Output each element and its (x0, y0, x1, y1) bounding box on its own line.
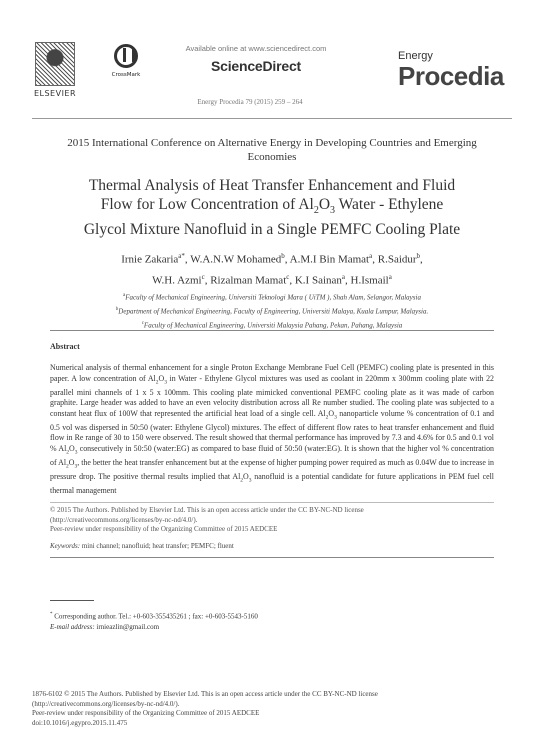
corresponding-author-footnote (50, 610, 494, 632)
crossmark-badge[interactable] (108, 44, 144, 84)
email-link[interactable]: irnieazlin@gmail.com (94, 622, 160, 631)
author-list (60, 248, 484, 289)
author-name: W.H. Azmi (152, 274, 202, 287)
elsevier-tree-icon (35, 42, 75, 86)
author-name: K.I Sainan (294, 274, 342, 287)
keywords-text: mini channel; nanofluid; heat transfer; PEMFC; fluent (80, 542, 234, 550)
affiliation-a: $^a$Faculty of Mechanical Engineering, Universiti Teknologi Mara ( UiTM ), Shah Alam, Selangor, Malaysia (123, 293, 421, 302)
sciencedirect-logo: ScienceDirect (210, 58, 301, 74)
affiliations (40, 290, 504, 331)
header-divider (32, 118, 512, 119)
paper-title (40, 176, 504, 239)
issn-copyright-line: 1876-6102 © 2015 The Authors. Published by Elsevier Ltd. This is an open access article under the CC BY-NC-ND license (32, 690, 378, 698)
energy-procedia-logo (398, 50, 516, 92)
title-line-2: Flow for Low Concentration of $Al_2O_3$ Water - Ethylene (100, 196, 444, 217)
license-link[interactable]: (http://creativecommons.org/licenses/by-nc-nd/4.0/). (50, 515, 198, 524)
bottom-peer-review-note: Peer-review under responsibility of the Organizing Committee of 2015 AEDCEE (32, 709, 260, 718)
bottom-publication-info (32, 690, 512, 728)
procedia-small-text: Energy (398, 50, 433, 62)
abstract-heading: Abstract (50, 342, 80, 351)
title-line-3: Glycol Mixture Nanofluid in a Single PEMFC Cooling Plate (83, 221, 461, 239)
author-name: R.Saidur (377, 253, 417, 266)
crossmark-icon (114, 44, 138, 68)
abstract-top-divider (50, 330, 494, 331)
available-online-text[interactable]: Available online at www.sciencedirect.com (185, 44, 327, 53)
bottom-license-link[interactable]: (http://creativecommons.org/licenses/by-nc-nd/4.0/). (32, 699, 180, 708)
affiliation-b: $^b$Department of Mechanical Engineering, Faculty of Engineering, Universiti Malaya, Kuala Lumpur, Malaysia. (115, 306, 429, 316)
title-line-1: Thermal Analysis of Heat Transfer Enhancement and Fluid (88, 177, 456, 194)
footnote-divider (50, 600, 94, 601)
copyright-divider (50, 502, 494, 503)
authors-line-1: Irnie Zakaria$^{a*}$, W.A.N.W Mohamed$^b$, A.M.I Bin Mamat$^a$, R.Saidur$^b$, (121, 252, 423, 266)
procedia-big-text: Procedia (398, 61, 504, 91)
author-name: H.Ismail (350, 274, 389, 287)
affiliation-c: $^c$Faculty of Mechanical Engineering, Universiti Malaysia Pahang, Pekan, Pahang, Malaysia (141, 320, 403, 329)
author-name: W.A.N.W Mohamed (190, 253, 282, 266)
abstract-body: Numerical analysis of thermal enhancement for a single Proton Exchange Membrane Fuel Cell (PEMFC) cooling plate is presented in this paper. A low concentration of $Al_2O_3$ in Water - Ethylene Glycol mixtures was used as coolant in 220mm x 300mm cooling plate with 22 parallel mini channels of 1 x 5 x 100mm. This cooling plate mimicked conventional PEMFC cooling plate as it was made of carbon graphite. Large header was added to have an even velocity distribution across all Re number studied. The cooling plate was subjected to a constant heat flux of 100W that represented the artificial heat load of a single cell. $Al_2O_3$ nanoparticle volume % concentration of 0.1 and 0.5 vol was dispersed in 50:50 (water: Ethylene Glycol) mixtures. The effect of different flow rates to heat transfer enhancement and fluid flow in Re range of 30 to 150 were observed. The result showed that thermal performance has improved by 7.3 and 4.6% for 0.5 and 0.1 vol % $Al_2O_3$ consecutively in 50:50 (water:EG) as compared to base fluid of 50:50 (water:EG). It is shown that the higher vol % concentration of $Al_2O_3$, the better the heat transfer enhancement but at the expense of higher pumping power required as much as 0.04W due to increase in pressure drop. The positive thermal results implied that $Al_2O_3$ nanofluid is a potential candidate for future applications in PEM fuel cell thermal management (50, 363, 494, 495)
copyright-notice (50, 506, 494, 535)
elsevier-wordmark: ELSEVIER (33, 89, 77, 98)
authors-line-2: W.H. Azmi$^c$, Rizalman Mamat$^c$, K.I Sainan$^a$, H.Ismail$^a$ (152, 272, 392, 287)
doi-line[interactable]: doi:10.1016/j.egypro.2015.11.475 (32, 718, 128, 727)
email-line: E-mail address: irnieazlin@gmail.com (50, 622, 160, 631)
copyright-line-1: © 2015 The Authors. Published by Elsevier Ltd. This is an open access article under the CC BY-NC-ND license (50, 506, 364, 514)
author-name: Rizalman Mamat (210, 274, 287, 287)
keywords-label: Keywords: (50, 542, 81, 550)
crossmark-label: CrossMark (111, 72, 141, 78)
peer-review-note: Peer-review under responsibility of the Organizing Committee of 2015 AEDCEE (50, 525, 278, 533)
keywords (50, 542, 494, 550)
corresponding-author-line: * Corresponding author. Tel.: +0-603-355435261 ; fax: +0-603-5543-5160 (50, 612, 258, 621)
conference-name: 2015 International Conference on Alternative Energy in Developing Countries and Emerging Economies (67, 137, 477, 163)
journal-citation: Energy Procedia 79 (2015) 259 – 264 (197, 98, 303, 106)
author-name: A.M.I Bin Mamat (289, 253, 370, 266)
keywords-divider (50, 557, 494, 558)
elsevier-logo (32, 40, 78, 98)
author-name: Irnie Zakaria (121, 253, 179, 266)
